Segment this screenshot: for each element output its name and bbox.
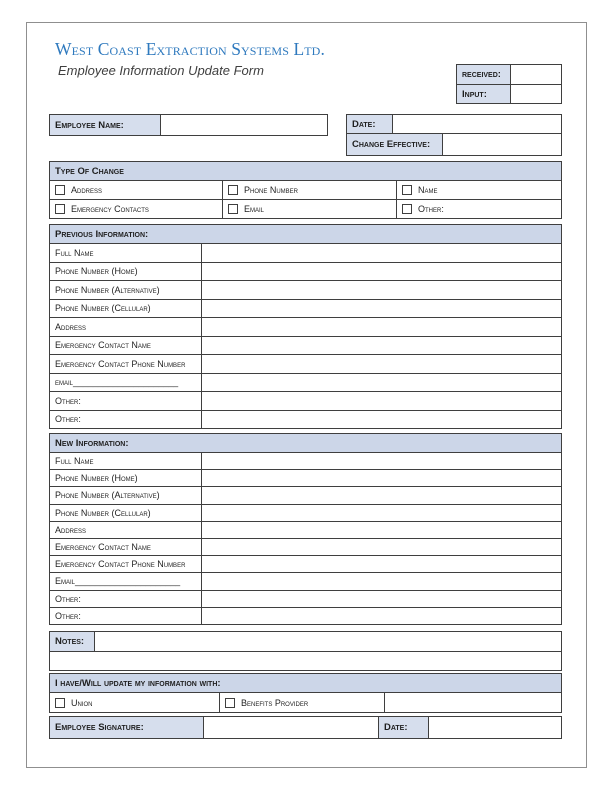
row-label: Emergency Contact Phone Number bbox=[55, 358, 186, 369]
checkbox-benefits-provider[interactable] bbox=[219, 693, 384, 712]
table-row bbox=[50, 521, 561, 538]
row-value-field[interactable] bbox=[201, 300, 561, 318]
table-row bbox=[50, 486, 561, 503]
date-row bbox=[346, 114, 562, 135]
table-row bbox=[50, 692, 561, 712]
row-value-field[interactable] bbox=[201, 281, 561, 299]
row-value-field[interactable] bbox=[201, 244, 561, 262]
table-row bbox=[50, 180, 561, 199]
row-value-field[interactable] bbox=[201, 355, 561, 373]
checkbox-label: Benefits Provider bbox=[241, 697, 309, 708]
table-row bbox=[457, 65, 561, 84]
input-label: Input: bbox=[457, 85, 510, 103]
row-value-field[interactable] bbox=[201, 337, 561, 355]
table-row bbox=[50, 590, 561, 607]
table-row bbox=[50, 410, 561, 429]
checkbox-name[interactable] bbox=[396, 181, 561, 199]
table-row bbox=[50, 572, 561, 589]
section-header bbox=[50, 674, 561, 692]
checkbox-label: Email bbox=[244, 204, 265, 214]
change-effective-field[interactable] bbox=[442, 134, 561, 155]
checkbox-emergency-contacts[interactable] bbox=[50, 200, 222, 218]
table-row bbox=[50, 607, 561, 624]
signature-date-field[interactable] bbox=[428, 717, 561, 738]
checkbox-icon[interactable] bbox=[228, 185, 238, 195]
table-row bbox=[50, 469, 561, 486]
change-effective-label: Change Effective: bbox=[347, 134, 442, 155]
new-information-title: New Information: bbox=[50, 434, 561, 452]
type-of-change-title: Type Of Change bbox=[50, 162, 561, 180]
table-row bbox=[50, 317, 561, 336]
table-row bbox=[50, 243, 561, 262]
employee-name-field[interactable] bbox=[160, 115, 327, 135]
employee-signature-label: Employee Signature: bbox=[50, 717, 203, 738]
table-row bbox=[50, 373, 561, 392]
checkbox-icon[interactable] bbox=[55, 204, 65, 214]
row-value-field[interactable] bbox=[201, 573, 561, 589]
checkbox-icon[interactable] bbox=[55, 698, 65, 708]
row-value-field[interactable] bbox=[201, 505, 561, 521]
company-name: West Coast Extraction Systems Ltd. bbox=[55, 39, 325, 59]
checkbox-icon[interactable] bbox=[225, 698, 235, 708]
row-value-field[interactable] bbox=[201, 608, 561, 624]
row-value-field[interactable] bbox=[201, 263, 561, 281]
section-header bbox=[50, 225, 561, 243]
checkbox-phone-number[interactable] bbox=[222, 181, 396, 199]
employee-name-label: Employee Name: bbox=[50, 115, 160, 135]
row-value-field[interactable] bbox=[201, 539, 561, 555]
row-label: Phone Number (Alternative) bbox=[55, 284, 160, 295]
row-label: Emergency Contact Name bbox=[55, 542, 151, 553]
table-row bbox=[457, 84, 561, 103]
checkbox-label: Phone Number bbox=[244, 185, 299, 195]
page-title: Employee Information Update Form bbox=[58, 63, 264, 78]
row-value-field[interactable] bbox=[201, 453, 561, 469]
employee-name-row bbox=[49, 114, 328, 136]
notes-label: Notes: bbox=[50, 632, 94, 651]
table-row bbox=[50, 504, 561, 521]
notes-field[interactable] bbox=[94, 632, 561, 651]
row-label: Other: bbox=[55, 593, 81, 604]
checkbox-union[interactable] bbox=[50, 693, 219, 712]
notes-section bbox=[49, 631, 562, 671]
row-value-field[interactable] bbox=[201, 522, 561, 538]
row-value-field[interactable] bbox=[201, 591, 561, 607]
row-label: Emergency Contact Name bbox=[55, 340, 151, 351]
type-of-change-section bbox=[49, 161, 562, 219]
employee-signature-field[interactable] bbox=[203, 717, 378, 738]
new-information-section bbox=[49, 433, 562, 625]
row-label: Phone Number (Cellular) bbox=[55, 303, 151, 314]
row-label: Address bbox=[55, 524, 87, 535]
checkbox-label: Union bbox=[71, 697, 93, 708]
row-value-field[interactable] bbox=[201, 318, 561, 336]
table-row bbox=[50, 354, 561, 373]
row-label: Phone Number (Home) bbox=[55, 266, 138, 277]
row-value-field[interactable] bbox=[201, 470, 561, 486]
checkbox-label: Other: bbox=[418, 204, 444, 214]
table-row bbox=[50, 452, 561, 469]
row-label: email_____________________ bbox=[55, 377, 179, 388]
previous-information-title: Previous Information: bbox=[50, 225, 561, 243]
signature-date-label: Date: bbox=[378, 717, 428, 738]
row-value-field[interactable] bbox=[201, 374, 561, 392]
stamp-table bbox=[456, 64, 562, 104]
table-row bbox=[50, 538, 561, 555]
date-label: Date: bbox=[347, 115, 392, 134]
row-label: Other: bbox=[55, 395, 81, 406]
checkbox-label: Name bbox=[418, 185, 438, 195]
checkbox-email[interactable] bbox=[222, 200, 396, 218]
form-page bbox=[26, 22, 587, 768]
row-label: Other: bbox=[55, 610, 81, 621]
row-value-field[interactable] bbox=[201, 556, 561, 572]
table-row bbox=[50, 391, 561, 410]
section-header bbox=[50, 162, 561, 180]
row-label: Email_____________________ bbox=[55, 576, 181, 587]
checkbox-address[interactable] bbox=[50, 181, 222, 199]
update-with-empty-cell bbox=[384, 693, 561, 712]
section-header bbox=[50, 434, 561, 452]
row-label: Phone Number (Alternative) bbox=[55, 490, 160, 501]
received-field[interactable] bbox=[510, 65, 561, 84]
change-effective-row bbox=[346, 133, 562, 156]
row-value-field[interactable] bbox=[201, 487, 561, 503]
table-row bbox=[50, 632, 561, 651]
table-row bbox=[50, 262, 561, 281]
checkbox-icon[interactable] bbox=[402, 185, 412, 195]
row-label: Phone Number (Cellular) bbox=[55, 507, 151, 518]
previous-information-section bbox=[49, 224, 562, 429]
checkbox-icon[interactable] bbox=[55, 185, 65, 195]
notes-extra-line-field[interactable] bbox=[50, 652, 561, 670]
table-row bbox=[50, 280, 561, 299]
input-field[interactable] bbox=[510, 85, 561, 103]
table-row bbox=[50, 336, 561, 355]
checkbox-other[interactable] bbox=[396, 200, 561, 218]
table-row bbox=[50, 299, 561, 318]
row-value-field[interactable] bbox=[201, 411, 561, 429]
update-with-section bbox=[49, 673, 562, 713]
update-with-title: I have/Will update my information with: bbox=[50, 674, 561, 692]
row-value-field[interactable] bbox=[201, 392, 561, 410]
received-label: received: bbox=[457, 65, 510, 84]
row-label: Address bbox=[55, 321, 87, 332]
checkbox-icon[interactable] bbox=[402, 204, 412, 214]
checkbox-label: Address bbox=[71, 185, 103, 195]
table-row bbox=[50, 651, 561, 670]
date-field[interactable] bbox=[392, 115, 561, 134]
table-row bbox=[50, 199, 561, 218]
row-label: Phone Number (Home) bbox=[55, 473, 138, 484]
checkbox-label: Emergency Contacts bbox=[71, 204, 149, 214]
signature-row bbox=[49, 716, 562, 739]
row-label: Full Name bbox=[55, 247, 94, 258]
row-label: Emergency Contact Phone Number bbox=[55, 559, 186, 570]
checkbox-icon[interactable] bbox=[228, 204, 238, 214]
row-label: Other: bbox=[55, 414, 81, 425]
row-label: Full Name bbox=[55, 456, 94, 467]
table-row bbox=[50, 555, 561, 572]
